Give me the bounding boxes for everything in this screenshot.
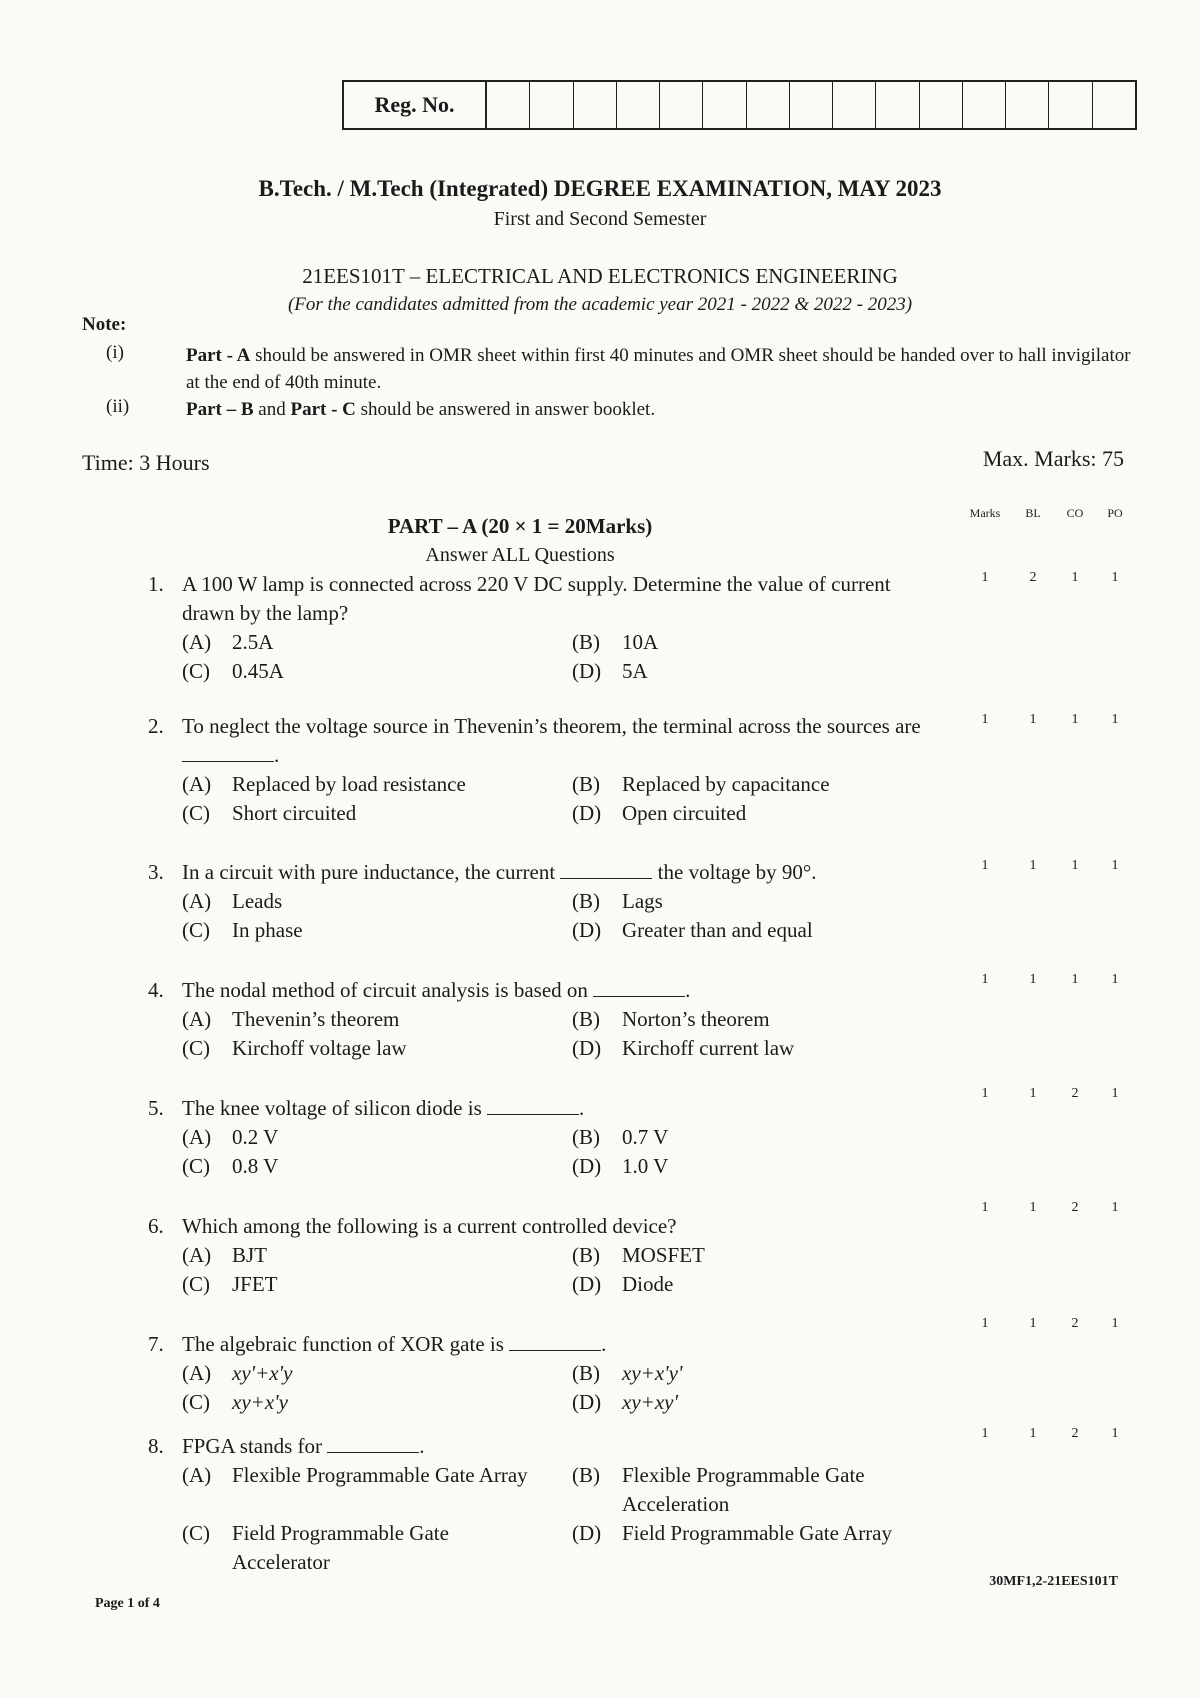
question-number: 3. [148,860,164,884]
note-1 [186,342,1136,396]
option-c: (C) Kirchoff voltage law [182,1036,407,1060]
option-b: (B) Replaced by capacitance [572,772,830,796]
co-value: 2 [1071,1086,1079,1101]
option-b: (B) MOSFET [572,1243,705,1267]
option-a: (A) xy'+x'y [182,1361,293,1385]
question-number: 4. [148,978,164,1002]
question-text: The algebraic function of XOR gate is . [182,1332,607,1356]
col-co: CO [1066,506,1084,520]
question-7 [148,1330,948,1417]
question-text: FPGA stands for . [182,1434,425,1458]
option-d: (D) Greater than and equal [572,918,813,942]
note-bold: Part – B [186,399,254,420]
po-value: 1 [1111,1086,1119,1101]
po-value: 1 [1111,972,1119,987]
co-value: 1 [1071,712,1079,727]
option-d: (D) xy+xy' [572,1390,678,1414]
col-bl: BL [1025,506,1041,520]
part-a-instruction: Answer ALL Questions [425,544,615,566]
option-b: (B) 0.7 V [572,1125,669,1149]
option-d: (D) 1.0 V [572,1154,669,1178]
part-a-title: PART – A (20 × 1 = 20Marks) [387,514,653,538]
exam-title: B.Tech. / M.Tech (Integrated) DEGREE EXAMINATION, MAY 2023 [258,176,942,201]
reg-cell [660,82,703,128]
page-number: Page 1 of 4 [95,1596,160,1611]
marks-value: 1 [981,1200,989,1215]
marks-value: 1 [981,1426,989,1441]
bl-value: 1 [1029,1200,1037,1215]
option-d: (D) 5A [572,659,648,683]
bl-value: 1 [1029,712,1037,727]
semester: First and Second Semester [493,208,707,230]
po-value: 1 [1111,1316,1119,1331]
reg-cell [617,82,660,128]
question-number: 7. [148,1332,164,1356]
option-d: (D) Kirchoff current law [572,1036,795,1060]
question-text: The nodal method of circuit analysis is based on . [182,978,691,1002]
option-c: (C) 0.45A [182,659,284,683]
marks-value: 1 [981,712,989,727]
option-c: (C) 0.8 V [182,1154,279,1178]
co-value: 2 [1071,1200,1079,1215]
option-b: (B) Norton’s theorem [572,1007,770,1031]
marks-value: 1 [981,1086,989,1101]
question-number: 1. [148,572,164,596]
option-c: (C) Field Programmable Gate Accelerator [182,1521,449,1574]
question-text: In a circuit with pure inductance, the current the voltage by 90°. [182,860,817,884]
reg-cell [487,82,530,128]
question-6 [148,1212,948,1299]
marks-value: 1 [981,858,989,873]
question-number: 6. [148,1214,164,1238]
option-a: (A) BJT [182,1243,268,1267]
option-a: (A) Leads [182,889,283,913]
note-2 [186,396,1136,423]
option-c: (C) JFET [182,1272,278,1296]
marks-value: 1 [981,1316,989,1331]
max-marks: Max. Marks: 75 [982,446,1124,471]
option-c: (C) In phase [182,918,303,942]
note-mid: and [253,399,291,420]
bl-value: 1 [1029,1426,1037,1441]
applicability-note: (For the candidates admitted from the academic year 2021 - 2022 & 2022 - 2023) [287,294,913,315]
bl-value: 1 [1029,858,1037,873]
co-value: 1 [1071,570,1079,585]
question-number: 2. [148,714,164,738]
po-value: 1 [1111,858,1119,873]
col-po: PO [1107,506,1123,520]
option-b: (B) Flexible Programmable Gate Acceleration [572,1463,865,1516]
option-a: (A) 0.2 V [182,1125,279,1149]
po-value: 1 [1111,1200,1119,1215]
bl-value: 1 [1029,1086,1037,1101]
note-bold: Part - C [290,399,356,420]
option-c: (C) Short circuited [182,801,357,825]
option-a: (A) Flexible Programmable Gate Array [182,1463,528,1487]
reg-cell [876,82,919,128]
option-d: (D) Open circuited [572,801,747,825]
question-3 [148,858,948,945]
time-allowed: Time: 3 Hours [82,450,210,475]
bl-value: 2 [1029,570,1037,585]
po-value: 1 [1111,570,1119,585]
reg-cell [833,82,876,128]
marks-value: 1 [981,972,989,987]
note-text: should be answered in OMR sheet within first 40 minutes and OMR sheet should be handed over to hall invigilator at the end of 40th minute. [186,345,1131,393]
reg-cell [963,82,1006,128]
co-value: 1 [1071,858,1079,873]
question-2 [148,712,948,828]
question-text: Which among the following is a current controlled device? [182,1214,677,1238]
option-b: (B) Lags [572,889,663,913]
po-value: 1 [1111,712,1119,727]
question-5 [148,1094,948,1181]
question-text: The knee voltage of silicon diode is . [182,1096,585,1120]
question-8 [148,1432,948,1577]
question-number: 8. [148,1434,164,1458]
reg-cell [747,82,790,128]
question-1 [148,570,948,686]
co-value: 2 [1071,1316,1079,1331]
option-c: (C) xy+x'y [182,1390,288,1414]
option-a: (A) Replaced by load resistance [182,772,466,796]
option-a: (A) Thevenin’s theorem [182,1007,400,1031]
reg-cell [703,82,746,128]
reg-no-label: Reg. No. [344,82,487,128]
option-d: (D) Diode [572,1272,674,1296]
note-num: (ii) [106,396,130,417]
reg-cell [790,82,833,128]
reg-cell [530,82,573,128]
col-marks: Marks [969,506,1001,520]
reg-cell [1093,82,1135,128]
option-b: (B) 10A [572,630,659,654]
marks-value: 1 [981,570,989,585]
reg-cell [1006,82,1049,128]
reg-no-box [342,80,1137,130]
reg-cell [574,82,617,128]
bl-value: 1 [1029,1316,1037,1331]
option-d: (D) Field Programmable Gate Array [572,1521,893,1545]
note-label: Note: [82,314,127,335]
question-4 [148,976,948,1063]
paper-code: 30MF1,2-21EES101T [989,1574,1118,1589]
question-text: To neglect the voltage source in Thevenin’s theorem, the terminal across the sources are . [182,714,921,767]
course-title: 21EES101T – ELECTRICAL AND ELECTRONICS ENGINEERING [302,264,898,288]
option-b: (B) xy+x'y' [572,1361,683,1385]
option-a: (A) 2.5A [182,630,274,654]
question-text: A 100 W lamp is connected across 220 V DC supply. Determine the value of current drawn by the lamp? [182,572,891,625]
note-bold: Part - A [186,345,251,366]
reg-cell [1049,82,1092,128]
reg-cell [920,82,963,128]
question-number: 5. [148,1096,164,1120]
po-value: 1 [1111,1426,1119,1441]
bl-value: 1 [1029,972,1037,987]
note-text: should be answered in answer booklet. [355,399,656,420]
note-num: (i) [106,342,124,363]
co-value: 1 [1071,972,1079,987]
co-value: 2 [1071,1426,1079,1441]
